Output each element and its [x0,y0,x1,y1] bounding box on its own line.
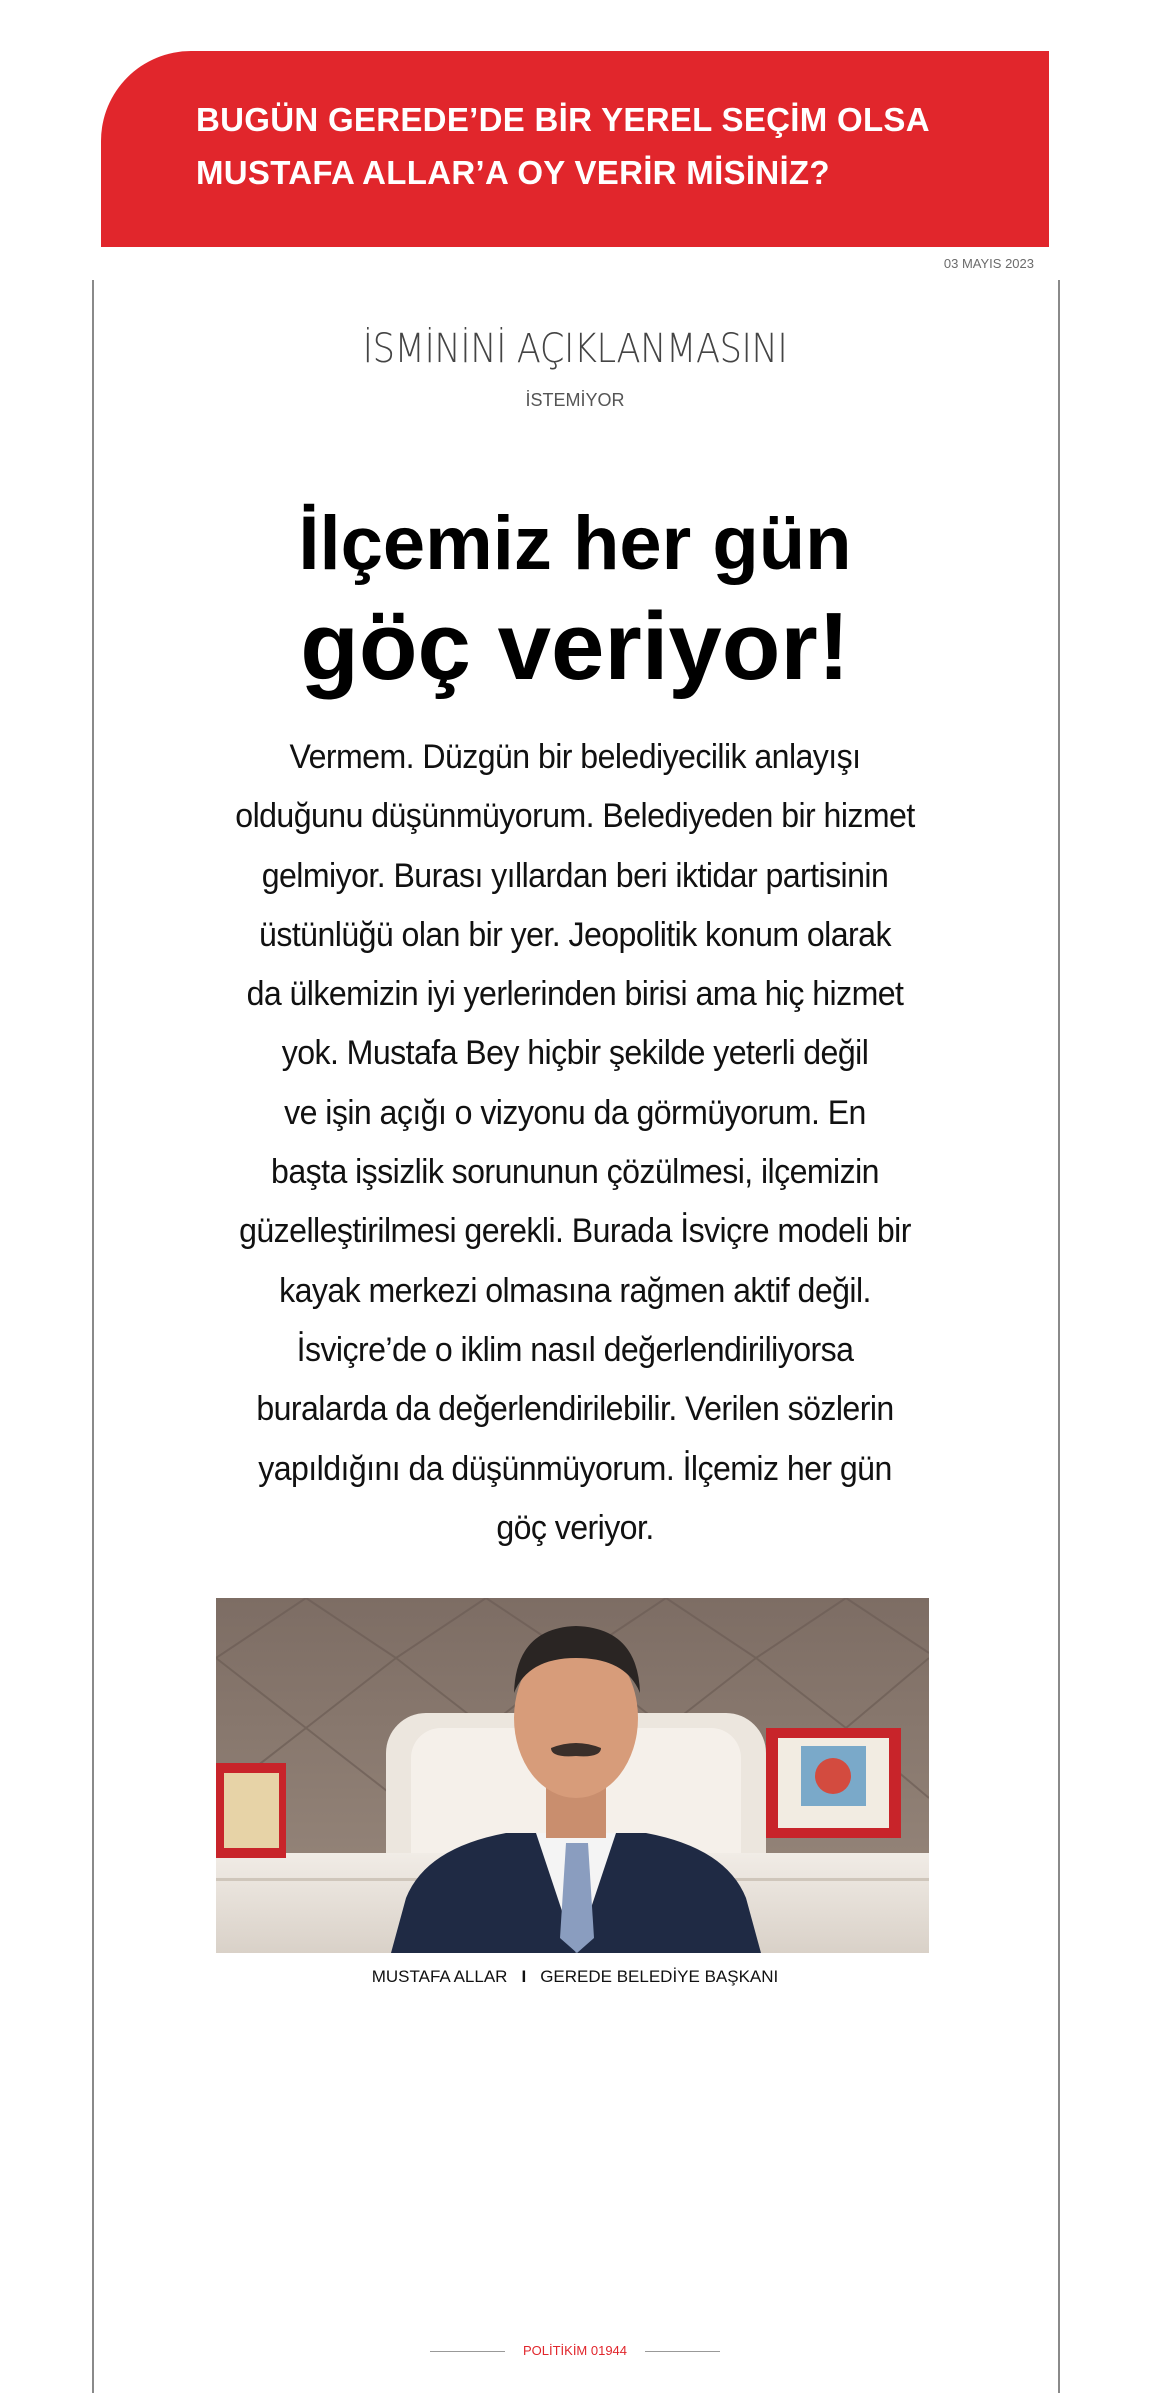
caption-separator: I [521,1967,527,1986]
page-footer [0,2343,1150,2358]
body-line: yok. Mustafa Bey hiçbir şekilde yeterli değil [281,1034,869,1073]
body-line: göç veriyor. [496,1508,654,1547]
body-line: buralarda da değerlendirilebilir. Verilen sözlerin [256,1390,894,1429]
headline-line-2: göç veriyor! [300,593,850,700]
respondent-subtitle: İSTEMİYOR [525,390,625,410]
body-line: kayak merkezi olmasına rağmen aktif değil. [279,1271,871,1310]
respondent-name: İSMİNİNİ AÇIKLANMASINI [362,326,788,372]
body-line: başta işsizlik sorununun çözülmesi, ilçemizin [271,1153,879,1192]
body-line: gelmiyor. Burası yıllardan beri iktidar partisinin [261,856,889,895]
caption-name: MUSTAFA ALLAR [371,1967,508,1986]
headline-banner [101,51,1049,247]
body-line: İsviçre’de o iklim nasıl değerlendiriliyorsa [296,1330,854,1369]
footer-left-rule [430,2351,505,2352]
body-line: güzelleştirilmesi gerekli. Burada İsviçre modeli bir [239,1212,911,1251]
mayor-portrait-photo [216,1598,929,1953]
article-body [226,728,924,1558]
caption-title: GEREDE BELEDİYE BAŞKANI [540,1967,779,1986]
body-line: da ülkemizin iyi yerlerinden birisi ama hiç hizmet [246,975,904,1014]
body-line: olduğunu düşünmüyorum. Belediyeden bir hizmet [235,797,915,836]
banner-question-line-1: BUGÜN GEREDE’DE BİR YEREL SEÇİM OLSA [196,101,930,138]
banner-question-line-2: MUSTAFA ALLAR’A OY VERİR MİSİNİZ? [196,154,830,191]
photo-caption [0,1967,1150,1987]
footer-right-rule [645,2351,720,2352]
body-line: yapıldığını da düşünmüyorum. İlçemiz her gün [258,1449,892,1488]
headline-line-1: İlçemiz her gün [298,501,852,586]
body-line: üstünlüğü olan bir yer. Jeopolitik konum olarak [259,915,891,954]
publish-date: 03 MAYIS 2023 [943,256,1034,271]
footer-label: POLİTİKİM 01944 [522,2343,628,2358]
body-line: ve işin açığı o vizyonu da görmüyorum. En [284,1093,866,1132]
body-line: Vermem. Düzgün bir belediyecilik anlayışı [289,738,861,776]
